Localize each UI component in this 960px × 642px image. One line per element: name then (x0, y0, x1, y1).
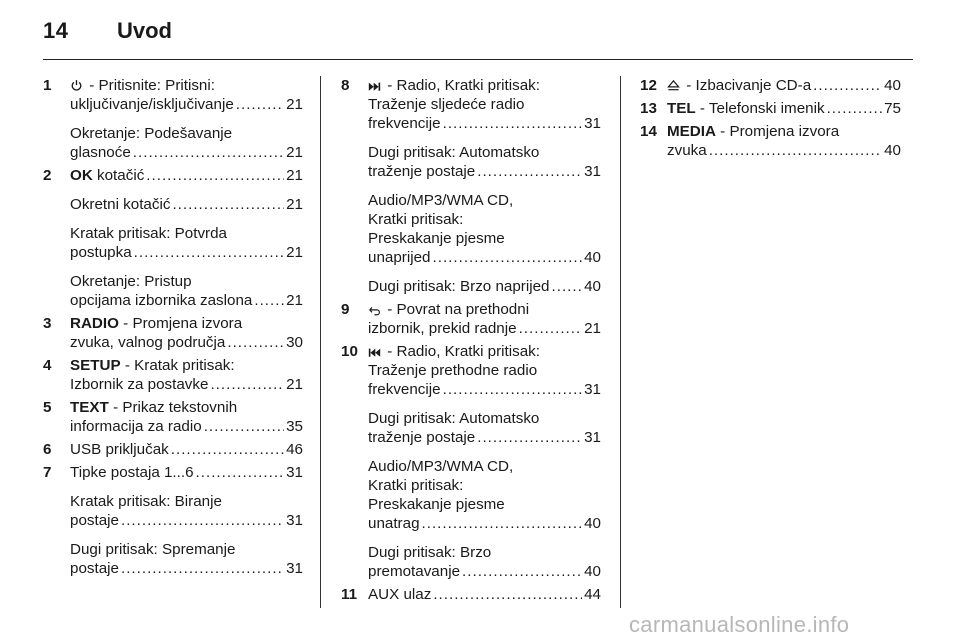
text-line (368, 95, 601, 114)
entry-text (70, 417, 202, 436)
entry-paragraph (667, 122, 901, 160)
leader-dots (134, 243, 284, 262)
entry-keyword: TEXT (70, 399, 109, 416)
text-line (368, 476, 601, 495)
column-2 (341, 76, 601, 606)
entry-text-segment: Tipke postaja 1...6 (70, 464, 194, 481)
entry-number: 8 (341, 77, 350, 94)
page-reference: 35 (286, 418, 303, 435)
entry-keyword: OK (70, 167, 93, 184)
index-entry (341, 300, 601, 338)
text-line (70, 314, 303, 333)
entry-paragraph (368, 191, 601, 267)
index-entry (43, 463, 303, 578)
text-line (368, 342, 601, 361)
entry-text-segment: Dugi pritisak: Brzo naprijed (368, 278, 550, 295)
index-entry (640, 122, 901, 160)
page-reference: 31 (584, 163, 601, 180)
entry-paragraph (70, 540, 303, 578)
dotted-line (368, 514, 601, 533)
entry-text (667, 141, 707, 160)
page-reference: 40 (884, 142, 901, 159)
text-line (70, 540, 303, 559)
page-reference: 75 (884, 100, 901, 117)
entry-text-segment: Kratki pritisak: (368, 477, 464, 494)
index-entry (341, 342, 601, 581)
entry-text (70, 375, 208, 394)
entry-text-segment: USB priključak (70, 441, 169, 458)
leader-dots (433, 248, 583, 267)
entry-paragraph (70, 398, 303, 436)
entry-text (667, 99, 825, 118)
text-line (70, 224, 303, 243)
leader-dots (133, 143, 284, 162)
entry-text-segment: Preskakanje pjesme (368, 230, 505, 247)
entry-text-segment: Dugi pritisak: Spremanje (70, 541, 236, 558)
page-header (0, 0, 960, 60)
entry-text-segment: Okretanje: Pristup (70, 273, 192, 290)
entry-paragraph (368, 300, 601, 338)
entry-paragraph (368, 277, 601, 296)
text-line (70, 398, 303, 417)
dotted-line (70, 243, 303, 262)
dotted-line (368, 428, 601, 447)
page-reference: 31 (584, 115, 601, 132)
entry-paragraph (368, 457, 601, 533)
dotted-line (70, 95, 303, 114)
entry-paragraph (70, 272, 303, 310)
entry-text-segment: postupka (70, 244, 132, 261)
text-line (368, 409, 601, 428)
entry-number: 12 (640, 77, 657, 94)
leader-dots (519, 319, 583, 338)
entry-text-segment: traženje postaje (368, 429, 476, 446)
text-line (70, 272, 303, 291)
entry-paragraph (368, 143, 601, 181)
entry-text-segment: - Telefonski imenik (699, 100, 825, 117)
leader-dots (236, 95, 284, 114)
dotted-line (368, 562, 601, 581)
dotted-line (70, 440, 303, 459)
page-reference: 31 (584, 429, 601, 446)
entry-text (368, 514, 420, 533)
entry-keyword: RADIO (70, 315, 119, 332)
entry-paragraph (70, 124, 303, 162)
page-reference: 21 (286, 376, 303, 393)
page-reference: 31 (584, 381, 601, 398)
page-reference: 21 (286, 167, 303, 184)
dotted-line (70, 375, 303, 394)
entry-number: 9 (341, 301, 350, 318)
entry-paragraph (70, 440, 303, 459)
entry-paragraph (70, 492, 303, 530)
dotted-line (70, 417, 303, 436)
leader-dots (146, 166, 284, 185)
text-line (368, 229, 601, 248)
dotted-line (70, 195, 303, 214)
next-track-icon (368, 78, 381, 92)
text-line (667, 122, 901, 141)
leader-dots (827, 99, 883, 118)
text-line (70, 124, 303, 143)
page-reference: 46 (286, 441, 303, 458)
text-line (368, 457, 601, 476)
entry-text-segment: - Izbacivanje CD-a (686, 77, 812, 94)
entry-text-segment: - Povrat na prethodni (387, 301, 530, 318)
leader-dots (443, 380, 583, 399)
dotted-line (70, 166, 303, 185)
entry-paragraph (70, 314, 303, 352)
index-entry (43, 314, 303, 352)
page-reference: 30 (286, 334, 303, 351)
index-entry (640, 99, 901, 118)
entry-text-segment: Audio/MP3/WMA CD, (368, 458, 514, 475)
entry-text (368, 277, 550, 296)
entry-text (70, 291, 252, 310)
entry-text-segment: glasnoće (70, 144, 131, 161)
entry-text-segment: opcijama izbornika zaslona (70, 292, 253, 309)
entry-text-segment: Preskakanje pjesme (368, 496, 505, 513)
column-1 (43, 76, 303, 580)
entry-paragraph (70, 195, 303, 214)
entry-number: 2 (43, 167, 52, 184)
leader-dots (422, 514, 583, 533)
leader-dots (210, 375, 284, 394)
page-reference: 31 (286, 560, 303, 577)
leader-dots (433, 585, 582, 604)
leader-dots (171, 440, 284, 459)
index-entry (43, 440, 303, 459)
leader-dots (227, 333, 284, 352)
entry-text (667, 76, 811, 95)
page-reference: 21 (286, 96, 303, 113)
dotted-line (70, 511, 303, 530)
entry-paragraph (70, 224, 303, 262)
entry-text-segment: Okretni kotačić (70, 196, 171, 213)
entry-number: 4 (43, 357, 52, 374)
page-reference: 40 (584, 278, 601, 295)
entry-text (368, 162, 475, 181)
text-line (368, 210, 601, 229)
leader-dots (477, 162, 582, 181)
page-reference: 21 (286, 144, 303, 161)
leader-dots (477, 428, 582, 447)
entry-text-segment: - Prikaz tekstovnih (113, 399, 238, 416)
column-divider (320, 76, 321, 608)
text-line (70, 76, 303, 95)
entry-text-segment: zvuka (667, 142, 707, 159)
entry-paragraph (70, 463, 303, 482)
text-line (368, 495, 601, 514)
entry-text-segment: unaprijed (368, 249, 431, 266)
entry-text-segment: kotačić (97, 167, 145, 184)
index-entry (43, 166, 303, 310)
entry-text (70, 166, 144, 185)
text-line (368, 191, 601, 210)
index-entry (341, 585, 601, 604)
entry-text (368, 319, 517, 338)
entry-number: 1 (43, 77, 52, 94)
prev-track-icon (368, 344, 381, 358)
index-entry (43, 76, 303, 162)
page-reference: 21 (584, 320, 601, 337)
index-entry (43, 398, 303, 436)
entry-paragraph (368, 342, 601, 399)
dotted-line (70, 291, 303, 310)
entry-paragraph (368, 409, 601, 447)
entry-text (70, 195, 170, 214)
page-reference: 40 (584, 249, 601, 266)
entry-text-segment: - Promjena izvora (720, 123, 840, 140)
page-title: Uvod (117, 18, 172, 43)
page-reference: 40 (584, 563, 601, 580)
entry-text-segment: Dugi pritisak: Automatsko (368, 410, 540, 427)
power-icon (70, 78, 83, 92)
dotted-line (667, 141, 901, 160)
dotted-line (368, 277, 601, 296)
leader-dots (121, 511, 284, 530)
entry-text (70, 243, 132, 262)
entry-text-segment: Kratak pritisak: Potvrda (70, 225, 227, 242)
text-line (70, 492, 303, 511)
entry-number: 10 (341, 343, 358, 360)
watermark: carmanualsonline.info (629, 612, 850, 637)
entry-paragraph (368, 585, 601, 604)
entry-text-segment: - Radio, Kratki pritisak: (387, 343, 540, 360)
entry-text-segment: postaje (70, 560, 119, 577)
entry-paragraph (667, 76, 901, 95)
entry-text-segment: Izbornik za postavke (70, 376, 209, 393)
entry-text-segment: unatrag (368, 515, 420, 532)
text-line (368, 143, 601, 162)
column-divider (620, 76, 621, 608)
entry-text (368, 428, 475, 447)
entry-text (70, 143, 131, 162)
leader-dots (443, 114, 583, 133)
entry-paragraph (368, 543, 601, 581)
text-line (70, 356, 303, 375)
entry-number: 5 (43, 399, 52, 416)
entry-text-segment: premotavanje (368, 563, 461, 580)
leader-dots (813, 76, 882, 95)
dotted-line (368, 319, 601, 338)
entry-text-segment: Okretanje: Podešavanje (70, 125, 233, 142)
entry-text-segment: Audio/MP3/WMA CD, (368, 192, 514, 209)
entry-number: 3 (43, 315, 52, 332)
entry-text (70, 463, 194, 482)
column-3 (640, 76, 901, 162)
entry-text-segment: Kratak pritisak: Biranje (70, 493, 222, 510)
entry-keyword: SETUP (70, 357, 121, 374)
entry-text-segment: traženje postaje (368, 163, 476, 180)
entry-text-segment: izbornik, prekid radnje (368, 320, 517, 337)
dotted-line (70, 143, 303, 162)
entry-text-segment: Traženje prethodne radio (368, 362, 538, 379)
page-number: 14 (43, 18, 69, 43)
eject-icon (667, 78, 680, 92)
text-line (368, 300, 601, 319)
entry-text-segment: informacija za radio (70, 418, 202, 435)
dotted-line (368, 380, 601, 399)
dotted-line (368, 585, 601, 604)
entry-text-segment: Kratki pritisak: (368, 211, 464, 228)
leader-dots (552, 277, 583, 296)
entry-text-segment: frekvencije (368, 381, 441, 398)
text-line (368, 76, 601, 95)
page-reference: 31 (286, 512, 303, 529)
entry-number: 7 (43, 464, 52, 481)
entry-number: 11 (341, 586, 358, 603)
leader-dots (709, 141, 882, 160)
entry-text-segment: - Promjena izvora (123, 315, 243, 332)
page-reference: 21 (286, 196, 303, 213)
entry-text-segment: Dugi pritisak: Brzo (368, 544, 492, 561)
page-reference: 21 (286, 244, 303, 261)
entry-text (368, 562, 460, 581)
entry-text (368, 380, 441, 399)
back-icon (368, 302, 381, 316)
entry-paragraph (667, 99, 901, 118)
entry-text (70, 95, 234, 114)
dotted-line (70, 333, 303, 352)
entry-number: 13 (640, 100, 657, 117)
entry-text-segment: - Kratak pritisak: (124, 357, 235, 374)
dotted-line (667, 76, 901, 95)
dotted-line (368, 114, 601, 133)
entry-text-segment: uključivanje/isključivanje (70, 96, 234, 113)
header-rule (43, 59, 913, 60)
entry-text-segment: - Radio, Kratki pritisak: (387, 77, 540, 94)
entry-paragraph (70, 76, 303, 114)
leader-dots (172, 195, 284, 214)
entry-text-segment: Dugi pritisak: Automatsko (368, 144, 540, 161)
entry-text (70, 511, 119, 530)
index-entry (43, 356, 303, 394)
entry-paragraph (70, 356, 303, 394)
entry-text (368, 114, 441, 133)
entry-text-segment: Traženje sljedeće radio (368, 96, 525, 113)
entry-text (70, 440, 169, 459)
dotted-line (70, 463, 303, 482)
leader-dots (121, 559, 284, 578)
entry-keyword: TEL (667, 100, 696, 117)
entry-text (368, 248, 431, 267)
entry-paragraph (368, 76, 601, 133)
entry-text (368, 585, 431, 604)
dotted-line (667, 99, 901, 118)
index-entry (341, 76, 601, 296)
text-line (368, 543, 601, 562)
leader-dots (196, 463, 285, 482)
leader-dots (204, 417, 284, 436)
page-reference: 31 (286, 464, 303, 481)
entry-text-segment: postaje (70, 512, 119, 529)
index-entry (640, 76, 901, 95)
entry-text-segment: frekvencije (368, 115, 441, 132)
page-reference: 44 (584, 586, 601, 603)
entry-keyword: MEDIA (667, 123, 716, 140)
dotted-line (368, 248, 601, 267)
entry-text (70, 559, 119, 578)
entry-text-segment: - Pritisnite: Pritisni: (89, 77, 215, 94)
page-reference: 21 (286, 292, 303, 309)
leader-dots (254, 291, 284, 310)
dotted-line (368, 162, 601, 181)
text-line (368, 361, 601, 380)
entry-text (70, 333, 225, 352)
leader-dots (462, 562, 582, 581)
entry-text-segment: AUX ulaz (368, 586, 432, 603)
dotted-line (70, 559, 303, 578)
page-reference: 40 (884, 77, 901, 94)
page-reference: 40 (584, 515, 601, 532)
entry-number: 6 (43, 441, 52, 458)
entry-number: 14 (640, 123, 657, 140)
entry-text-segment: zvuka, valnog područja (70, 334, 226, 351)
entry-paragraph (70, 166, 303, 185)
